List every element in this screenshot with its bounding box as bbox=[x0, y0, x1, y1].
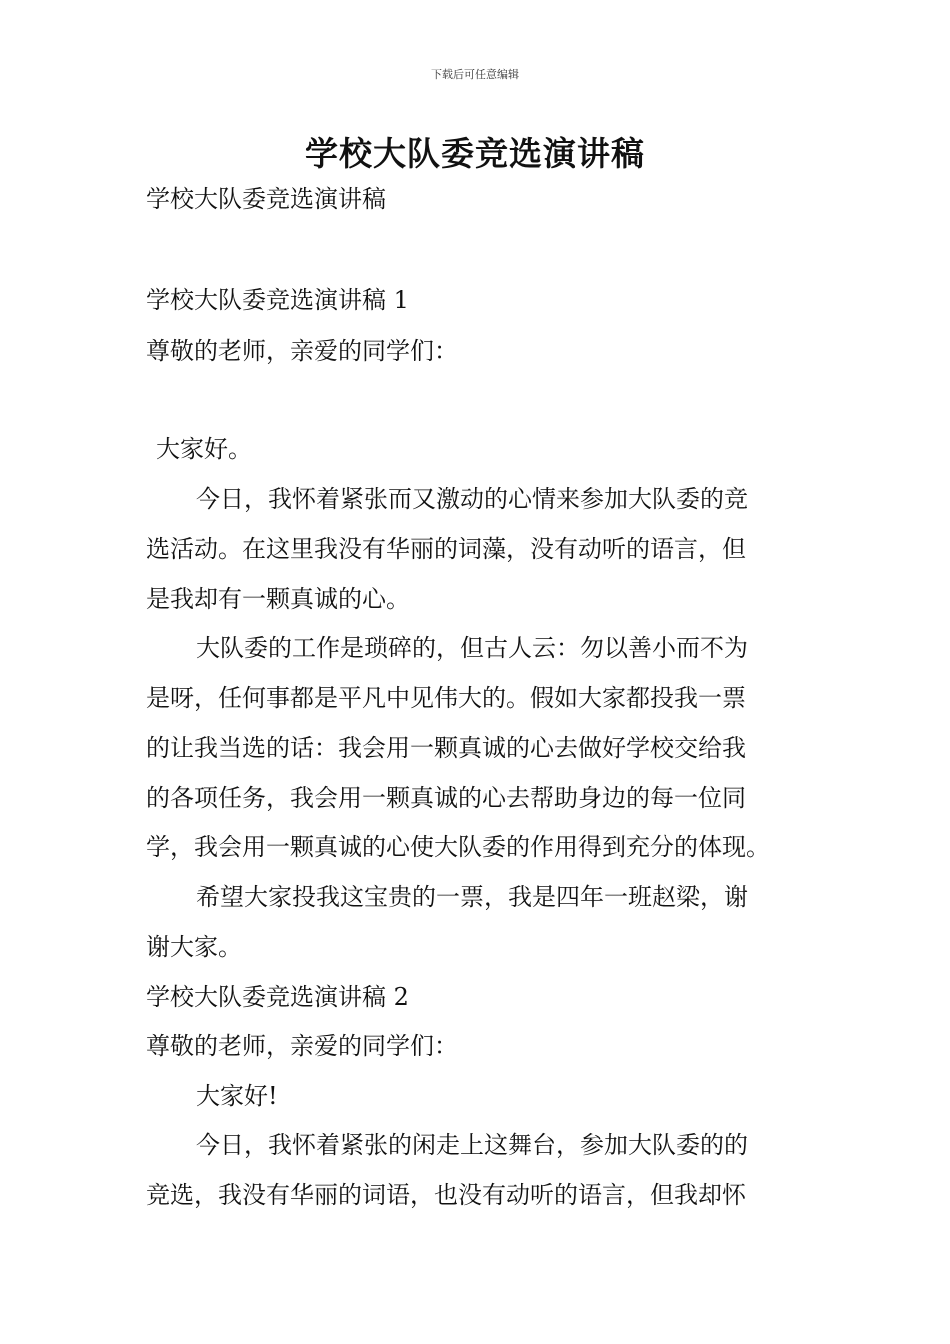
speech1-p3-line: 希望大家投我这宝贵的一票，我是四年一班赵梁，谢 bbox=[196, 883, 748, 911]
speech1-p2-line: 学，我会用一颗真诚的心使大队委的作用得到充分的体现。 bbox=[146, 833, 770, 861]
header-note: 下载后可任意编辑 bbox=[431, 68, 519, 81]
speech2-salutation: 尊敬的老师，亲爱的同学们： bbox=[146, 1032, 458, 1060]
speech1-p2-line: 的各项任务，我会用一颗真诚的心去帮助身边的每一位同 bbox=[146, 784, 746, 812]
speech1-heading: 学校大队委竞选演讲稿 1 bbox=[146, 286, 409, 314]
speech1-p1-line: 是我却有一颗真诚的心。 bbox=[146, 585, 410, 613]
speech1-p2-line: 大队委的工作是琐碎的，但古人云：勿以善小而不为 bbox=[196, 634, 748, 662]
document-title: 学校大队委竞选演讲稿 bbox=[305, 134, 645, 173]
speech1-p3-line: 谢大家。 bbox=[146, 933, 242, 961]
speech1-p1-line: 选活动。在这里我没有华丽的词藻，没有动听的语言，但 bbox=[146, 535, 746, 563]
subtitle: 学校大队委竞选演讲稿 bbox=[146, 185, 386, 213]
speech1-p2-line: 是呀，任何事都是平凡中见伟大的。假如大家都投我一票 bbox=[146, 684, 746, 712]
speech2-greeting: 大家好! bbox=[196, 1082, 278, 1110]
speech2-p1-line: 竞选，我没有华丽的词语，也没有动听的语言，但我却怀 bbox=[146, 1181, 746, 1209]
speech1-greeting: 大家好。 bbox=[156, 435, 252, 463]
speech1-p2-line: 的让我当选的话：我会用一颗真诚的心去做好学校交给我 bbox=[146, 734, 746, 762]
speech2-heading: 学校大队委竞选演讲稿 2 bbox=[146, 983, 409, 1011]
speech1-p1-line: 今日，我怀着紧张而又激动的心情来参加大队委的竞 bbox=[196, 485, 748, 513]
speech1-salutation: 尊敬的老师，亲爱的同学们： bbox=[146, 337, 458, 365]
speech2-p1-line: 今日，我怀着紧张的闲走上这舞台，参加大队委的的 bbox=[196, 1131, 748, 1159]
